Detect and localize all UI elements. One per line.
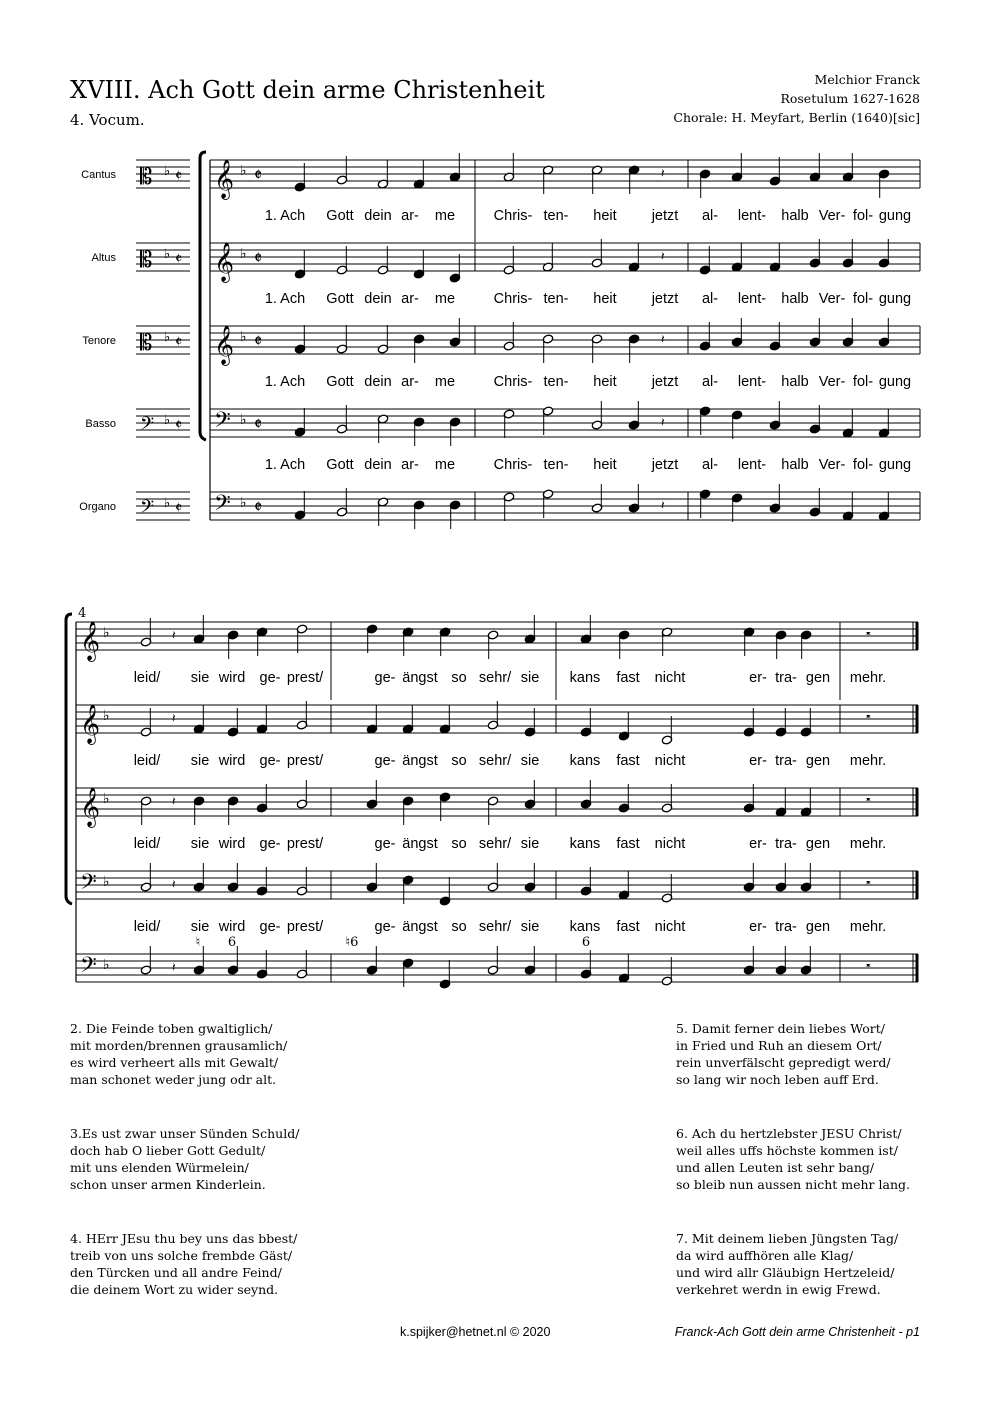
lyric-syllable: dein — [364, 208, 392, 224]
rest-icon: 𝄽 — [172, 628, 176, 642]
rest-icon: 𝄽 — [661, 498, 665, 512]
lyric-syllable: mehr. — [849, 836, 887, 852]
flat-icon: ♭ — [240, 412, 247, 428]
figured-bass: 6 — [227, 935, 237, 950]
lyric-syllable: sehr/ — [478, 753, 512, 769]
lyric-syllable: Chris- — [493, 374, 533, 390]
lyric-syllable: heit — [593, 457, 617, 473]
stanza — [70, 1020, 287, 1088]
page-subtitle: 4. Vocum. — [70, 111, 145, 129]
lyric-syllable: dein — [364, 291, 392, 307]
lyric-syllable: heit — [593, 208, 617, 224]
time-signature-icon: 𝄵 — [254, 414, 263, 435]
lyric-syllable: prest/ — [286, 753, 324, 769]
breve-rest-icon: 𝄺 — [866, 711, 871, 725]
lyric-syllable: al- — [701, 374, 719, 390]
stanza — [70, 1230, 297, 1298]
lyric-syllable: Gott — [326, 457, 354, 473]
time-signature-icon: 𝄵 — [254, 331, 263, 352]
lyric-syllable: ten- — [543, 457, 569, 473]
lyric-syllable: fast — [616, 753, 640, 769]
clef-icon: 𝄢 — [80, 953, 97, 983]
lyric-syllable: fast — [616, 670, 640, 686]
flat-icon: ♭ — [240, 329, 247, 345]
lyric-syllable: tra- — [775, 670, 797, 686]
rest-icon: 𝄽 — [172, 794, 176, 808]
lyric-syllable: ten- — [543, 374, 569, 390]
incipit-flat-icon: ♭ — [164, 330, 171, 345]
lyric-syllable: wird — [218, 670, 246, 686]
clef-icon: 𝄢 — [214, 491, 231, 521]
system-bracket — [66, 614, 72, 904]
lyric-syllable: gen — [805, 670, 831, 686]
flat-icon: ♭ — [103, 791, 110, 807]
lyric-syllable: ar- — [401, 291, 419, 307]
lyric-syllable: wird — [218, 836, 246, 852]
rest-icon: 𝄽 — [172, 960, 176, 974]
part-name: Altus — [91, 252, 116, 264]
part-name: Organo — [79, 501, 116, 513]
incipit-flat-icon: ♭ — [164, 496, 171, 511]
stanza-line: so lang wir noch leben auff Erd. — [676, 1072, 879, 1087]
lyric-syllable: jetzt — [651, 291, 679, 307]
lyric-syllable: mehr. — [849, 753, 887, 769]
stanza-line: es wird verheert alls mit Gewalt/ — [70, 1055, 279, 1070]
lyric-syllable: sie — [190, 670, 210, 686]
lyric-syllable: so — [451, 670, 467, 686]
lyric-syllable: al- — [701, 208, 719, 224]
lyric-syllable: 1. Ach — [264, 208, 306, 224]
chorale-credit: Chorale: H. Meyfart, Berlin (1640)[sic] — [673, 110, 920, 125]
stanza — [676, 1230, 898, 1298]
lyric-syllable: ge- — [374, 670, 396, 686]
lyric-syllable: dein — [364, 374, 392, 390]
lyric-syllable: sie — [520, 836, 540, 852]
stanza-line: 2. Die Feinde toben gwaltiglich/ — [70, 1021, 273, 1036]
stanza-line: 5. Damit ferner dein liebes Wort/ — [676, 1021, 885, 1036]
lyric-syllable: leid/ — [133, 753, 161, 769]
flat-icon: ♭ — [103, 957, 110, 973]
lyric-syllable: nicht — [654, 753, 686, 769]
lyric-syllable: mehr. — [849, 919, 887, 935]
lyric-syllable: fol- — [852, 457, 874, 473]
lyric-syllable: fast — [616, 919, 640, 935]
breve-rest-icon: 𝄺 — [866, 628, 871, 642]
lyric-syllable: er- — [749, 670, 767, 686]
stanza-line: verkehret werdn in ewig Frewd. — [676, 1282, 881, 1297]
stanza — [70, 1125, 299, 1193]
lyric-syllable: kans — [569, 836, 601, 852]
incipit-time-icon: 𝄵 — [175, 498, 183, 517]
composer: Melchior Franck — [814, 72, 920, 87]
lyric-syllable: sie — [520, 919, 540, 935]
lyric-syllable: kans — [569, 670, 601, 686]
rest-icon: 𝄽 — [172, 877, 176, 891]
stanza-line: 6. Ach du hertzlebster JESU Christ/ — [676, 1126, 902, 1141]
lyric-syllable: ängst — [402, 670, 438, 686]
lyric-syllable: so — [451, 753, 467, 769]
lyric-syllable: tra- — [775, 753, 797, 769]
stanza-line: 7. Mit deinem lieben Jüngsten Tag/ — [676, 1231, 899, 1246]
lyric-syllable: 1. Ach — [264, 457, 306, 473]
lyric-syllable: al- — [701, 457, 719, 473]
lyric-syllable: jetzt — [651, 457, 679, 473]
flat-icon: ♭ — [240, 246, 247, 262]
lyric-syllable: lent- — [737, 374, 767, 390]
lyric-syllable: ge- — [374, 919, 396, 935]
source: Rosetulum 1627-1628 — [780, 91, 920, 106]
lyric-syllable: leid/ — [133, 919, 161, 935]
stanza-line: treib von uns solche frembde Gäst/ — [70, 1248, 293, 1263]
stanza-line: und allen Leuten ist sehr bang/ — [676, 1160, 875, 1175]
flat-icon: ♭ — [240, 163, 247, 179]
stanza-line: in Fried und Ruh an diesem Ort/ — [676, 1038, 882, 1053]
incipit-time-icon: 𝄵 — [175, 332, 183, 351]
stanza-line: den Türcken und all andre Feind/ — [70, 1265, 282, 1280]
time-signature-icon: 𝄵 — [254, 248, 263, 269]
lyric-syllable: sehr/ — [478, 836, 512, 852]
page-title: XVIII. Ach Gott dein arme Christenheit — [70, 76, 545, 104]
lyric-syllable: halb — [781, 457, 809, 473]
lyric-syllable: prest/ — [286, 836, 324, 852]
lyric-syllable: er- — [749, 836, 767, 852]
incipit-flat-icon: ♭ — [164, 413, 171, 428]
stanza-line: mit morden/brennen grausamlich/ — [70, 1038, 288, 1053]
incipit-flat-icon: ♭ — [164, 164, 171, 179]
incipit-time-icon: 𝄵 — [175, 415, 183, 434]
incipit-time-icon: 𝄵 — [175, 249, 183, 268]
clef-icon: 𝄞 — [214, 242, 235, 282]
lyric-syllable: er- — [749, 753, 767, 769]
clef-icon: 𝄢 — [80, 870, 97, 900]
system-1 — [79, 152, 920, 529]
lyric-syllable: ar- — [401, 208, 419, 224]
flat-icon: ♭ — [103, 625, 110, 641]
breve-rest-icon: 𝄺 — [866, 794, 871, 808]
lyric-syllable: prest/ — [286, 919, 324, 935]
lyric-syllable: ängst — [402, 919, 438, 935]
lyric-syllable: prest/ — [286, 670, 324, 686]
flat-icon: ♭ — [103, 874, 110, 890]
stanza-line: 3.Es ust zwar unser Sünden Schuld/ — [70, 1126, 300, 1141]
breve-rest-icon: 𝄺 — [866, 960, 871, 974]
lyric-syllable: Chris- — [493, 457, 533, 473]
lyric-syllable: me — [434, 374, 456, 390]
lyric-syllable: Chris- — [493, 208, 533, 224]
lyric-syllable: halb — [781, 291, 809, 307]
stanza-line: da wird auffhören alle Klag/ — [676, 1248, 854, 1263]
stanza-line: mit uns elenden Würmelein/ — [70, 1160, 249, 1175]
stanza — [676, 1125, 910, 1193]
stanza-line: so bleib nun aussen nicht mehr lang. — [676, 1177, 910, 1192]
clef-icon: 𝄞 — [214, 325, 235, 365]
lyric-syllable: gen — [805, 919, 831, 935]
lyric-syllable: leid/ — [133, 670, 161, 686]
measure-number: 4 — [78, 606, 87, 621]
lyric-syllable: Gott — [326, 374, 354, 390]
lyric-syllable: tra- — [775, 836, 797, 852]
lyric-syllable: sie — [190, 753, 210, 769]
lyric-syllable: mehr. — [849, 670, 887, 686]
stanza-line: schon unser armen Kinderlein. — [70, 1177, 266, 1192]
lyric-syllable: gung — [878, 457, 912, 473]
clef-icon: 𝄞 — [80, 787, 101, 827]
lyric-syllable: kans — [569, 753, 601, 769]
stanza-line: die deinem Wort zu wider seynd. — [70, 1282, 279, 1297]
stanza-line: rein unverfälscht gepredigt werd/ — [676, 1055, 891, 1070]
flat-icon: ♭ — [240, 495, 247, 511]
part-name: Tenore — [82, 335, 116, 347]
lyric-syllable: jetzt — [651, 374, 679, 390]
lyric-syllable: ängst — [402, 753, 438, 769]
lyric-syllable: sie — [520, 670, 540, 686]
lyric-syllable: halb — [781, 208, 809, 224]
lyric-syllable: 1. Ach — [264, 291, 306, 307]
clef-icon: 𝄞 — [214, 159, 235, 199]
lyric-syllable: ten- — [543, 208, 569, 224]
lyric-syllable: gen — [805, 836, 831, 852]
clef-icon: 𝄞 — [80, 621, 101, 661]
lyric-syllable: al- — [701, 291, 719, 307]
lyric-syllable: gung — [878, 374, 912, 390]
lyric-syllable: ten- — [543, 291, 569, 307]
incipit-clef-icon: 𝄡 — [140, 165, 153, 190]
system-bracket — [200, 152, 206, 440]
lyric-syllable: ge- — [259, 836, 281, 852]
figured-bass: ♮ — [195, 935, 201, 950]
lyric-syllable: ar- — [401, 457, 419, 473]
clef-icon: 𝄞 — [80, 704, 101, 744]
lyric-syllable: sehr/ — [478, 919, 512, 935]
lyric-syllable: Chris- — [493, 291, 533, 307]
lyric-syllable: so — [451, 836, 467, 852]
rest-icon: 𝄽 — [661, 249, 665, 263]
lyric-syllable: ge- — [259, 919, 281, 935]
lyric-syllable: Ver- — [818, 457, 846, 473]
incipit-clef-icon: 𝄡 — [140, 331, 153, 356]
incipit-time-icon: 𝄵 — [175, 166, 183, 185]
lyric-syllable: jetzt — [651, 208, 679, 224]
stanza-line: doch hab O lieber Gott Gedult/ — [70, 1143, 266, 1158]
lyric-syllable: fol- — [852, 374, 874, 390]
lyric-syllable: dein — [364, 457, 392, 473]
lyric-syllable: lent- — [737, 291, 767, 307]
footer-page-label: Franck-Ach Gott dein arme Christenheit - p1 — [674, 1325, 920, 1339]
lyric-syllable: Gott — [326, 208, 354, 224]
lyric-syllable: heit — [593, 291, 617, 307]
lyric-syllable: so — [451, 919, 467, 935]
stanza-line: 4. HErr JEsu thu bey uns das bbest/ — [70, 1231, 298, 1246]
lyric-syllable: nicht — [654, 670, 686, 686]
lyric-syllable: sehr/ — [478, 670, 512, 686]
lyric-syllable: halb — [781, 374, 809, 390]
incipit-clef-icon: 𝄡 — [140, 248, 153, 273]
lyric-syllable: lent- — [737, 208, 767, 224]
stanza-line: man schonet weder jung odr alt. — [70, 1072, 277, 1087]
time-signature-icon: 𝄵 — [254, 497, 263, 518]
lyric-syllable: ge- — [374, 836, 396, 852]
figured-bass: ♮6 — [345, 935, 359, 950]
rest-icon: 𝄽 — [661, 166, 665, 180]
lyric-syllable: ar- — [401, 374, 419, 390]
rest-icon: 𝄽 — [661, 332, 665, 346]
lyric-syllable: sie — [190, 919, 210, 935]
lyric-syllable: Ver- — [818, 374, 846, 390]
incipit-clef-icon: 𝄢 — [140, 497, 155, 522]
lyric-syllable: nicht — [654, 836, 686, 852]
lyric-syllable: gung — [878, 291, 912, 307]
lyric-syllable: me — [434, 457, 456, 473]
lyric-syllable: ängst — [402, 836, 438, 852]
lyric-syllable: tra- — [775, 919, 797, 935]
lyric-syllable: nicht — [654, 919, 686, 935]
incipit-clef-icon: 𝄢 — [140, 414, 155, 439]
part-name: Cantus — [81, 169, 116, 181]
stanza-line: und wird allr Gläubign Hertzeleid/ — [676, 1265, 895, 1280]
lyric-syllable: Ver- — [818, 291, 846, 307]
figured-bass: 6 — [581, 935, 591, 950]
lyric-syllable: Gott — [326, 291, 354, 307]
lyric-syllable: lent- — [737, 457, 767, 473]
system-2 — [66, 606, 918, 989]
lyric-syllable: leid/ — [133, 836, 161, 852]
lyric-syllable: ge- — [374, 753, 396, 769]
lyric-syllable: ge- — [259, 670, 281, 686]
clef-icon: 𝄢 — [214, 408, 231, 438]
lyric-syllable: fast — [616, 836, 640, 852]
breve-rest-icon: 𝄺 — [866, 877, 871, 891]
lyric-syllable: fol- — [852, 208, 874, 224]
part-name: Basso — [85, 418, 116, 430]
lyric-syllable: sie — [190, 836, 210, 852]
lyric-syllable: kans — [569, 919, 601, 935]
lyric-syllable: er- — [749, 919, 767, 935]
lyric-syllable: gung — [878, 208, 912, 224]
time-signature-icon: 𝄵 — [254, 165, 263, 186]
lyric-syllable: sie — [520, 753, 540, 769]
incipit-flat-icon: ♭ — [164, 247, 171, 262]
lyric-syllable: heit — [593, 374, 617, 390]
stanza-line: weil alles uffs höchste kommen ist/ — [676, 1143, 898, 1158]
lyric-syllable: me — [434, 291, 456, 307]
stanza — [676, 1020, 891, 1088]
lyric-syllable: fol- — [852, 291, 874, 307]
lyric-syllable: ge- — [259, 753, 281, 769]
flat-icon: ♭ — [103, 708, 110, 724]
lyric-syllable: Ver- — [818, 208, 846, 224]
rest-icon: 𝄽 — [172, 711, 176, 725]
footer-contact: k.spijker@hetnet.nl © 2020 — [400, 1325, 551, 1339]
lyric-syllable: me — [434, 208, 456, 224]
lyric-syllable: wird — [218, 919, 246, 935]
lyric-syllable: 1. Ach — [264, 374, 306, 390]
lyric-syllable: gen — [805, 753, 831, 769]
rest-icon: 𝄽 — [661, 415, 665, 429]
lyric-syllable: wird — [218, 753, 246, 769]
